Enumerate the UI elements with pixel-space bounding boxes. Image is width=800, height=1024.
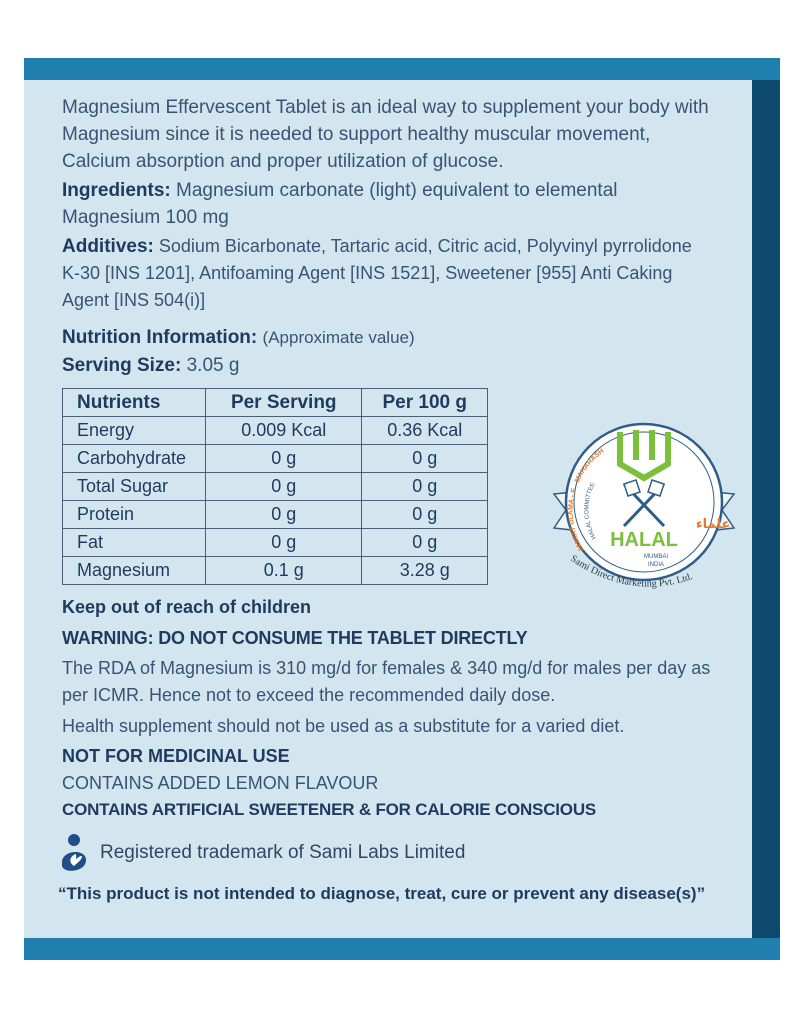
product-label-panel xyxy=(24,58,780,960)
halal-seal-graphic xyxy=(544,410,744,590)
right-band xyxy=(752,80,780,938)
per-serving-value: 0 g xyxy=(206,445,362,473)
table-row xyxy=(63,445,488,473)
per-100g-value: 0 g xyxy=(362,501,488,529)
additives-line xyxy=(62,233,712,314)
table-row xyxy=(63,473,488,501)
halal-committee-arc: HALAL COMMITTEE xyxy=(584,481,598,540)
halal-seal xyxy=(544,410,744,590)
per-serving-value: 0 g xyxy=(206,473,362,501)
per-100g-value: 0 g xyxy=(362,445,488,473)
table-header-row xyxy=(63,389,488,417)
serving-label: Serving Size: xyxy=(62,355,182,376)
nutrient-name: Protein xyxy=(63,501,206,529)
trademark-text: Registered trademark of Sami Labs Limited xyxy=(100,842,466,863)
rda-text: The RDA of Magnesium is 310 mg/d for females & 340 mg/d for males per day as per ICMR. Hence not to exceed the recommended daily dose. xyxy=(62,658,711,705)
warning-notice: WARNING: DO NOT CONSUME THE TABLET DIRECTLY xyxy=(62,628,528,648)
flavour-notice: CONTAINS ADDED LEMON FLAVOUR xyxy=(62,773,379,793)
nutrition-note: (Approximate value) xyxy=(262,328,415,347)
ingredients-line xyxy=(62,177,712,231)
additives-text: Sodium Bicarbonate, Tartaric acid, Citric acid, Polyvinyl pyrrolidone K-30 [INS 1201], Antifoaming Agent [INS 1521], Sweetener [955] Anti Caking Agent [INS 504(i)] xyxy=(62,236,692,310)
header-per-serving: Per Serving xyxy=(206,389,362,417)
halal-city: MUMBAI xyxy=(644,554,668,560)
per-serving-value: 0.1 g xyxy=(206,557,362,585)
arabic-script-mark: علماء xyxy=(696,517,731,532)
table-row xyxy=(63,501,488,529)
sami-logo-icon xyxy=(58,832,90,874)
nutrition-heading xyxy=(62,324,712,380)
table-row xyxy=(63,529,488,557)
health-supplement-note: Health supplement should not be used as a substitute for a varied diet. xyxy=(62,716,625,736)
per-100g-value: 3.28 g xyxy=(362,557,488,585)
disclaimer-text: “This product is not intended to diagnose, treat, cure or prevent any disease(s)” xyxy=(58,884,706,903)
ingredients-text: Magnesium carbonate (light) equivalent to elemental Magnesium 100 mg xyxy=(62,180,618,228)
halal-country: INDIA xyxy=(647,562,665,568)
top-band xyxy=(24,58,780,80)
ingredients-label: Ingredients: xyxy=(62,180,171,201)
sweetener-notice: CONTAINS ARTIFICIAL SWEETENER & FOR CALORIE CONSCIOUS xyxy=(62,800,597,819)
nutrient-name: Total Sugar xyxy=(63,473,206,501)
trademark-line xyxy=(58,832,712,874)
nutrient-name: Fat xyxy=(63,529,206,557)
per-serving-value: 0.009 Kcal xyxy=(206,417,362,445)
nutrition-label: Nutrition Information: xyxy=(62,327,258,348)
halal-org-arc: JAMIAT ULAMA - E - MAHARASH xyxy=(567,447,606,553)
nutrition-table xyxy=(62,388,488,585)
per-serving-value: 0 g xyxy=(206,501,362,529)
table-row xyxy=(63,417,488,445)
nutrient-name: Energy xyxy=(63,417,206,445)
not-medicinal-notice: NOT FOR MEDICINAL USE xyxy=(62,746,290,766)
serving-value: 3.05 g xyxy=(186,355,240,376)
per-serving-value: 0 g xyxy=(206,529,362,557)
table-row xyxy=(63,557,488,585)
header-nutrients: Nutrients xyxy=(63,389,206,417)
nutrient-name: Magnesium xyxy=(63,557,206,585)
per-100g-value: 0.36 Kcal xyxy=(362,417,488,445)
header-per-100g: Per 100 g xyxy=(362,389,488,417)
halal-ribbon-text: Sami Direct Marketing Pvt. Ltd. xyxy=(568,553,695,590)
per-100g-value: 0 g xyxy=(362,529,488,557)
intro-text: Magnesium Effervescent Tablet is an ideal way to supplement your body with Magnesium since it is needed to support healthy muscular movement, Calcium absorption and proper utilization of glucose. xyxy=(62,97,709,172)
keep-out-notice: Keep out of reach of children xyxy=(62,597,312,617)
bottom-band xyxy=(24,938,780,960)
per-100g-value: 0 g xyxy=(362,473,488,501)
nutrient-name: Carbohydrate xyxy=(63,445,206,473)
halal-word: HALAL xyxy=(610,529,678,551)
additives-label: Additives: xyxy=(62,236,154,257)
